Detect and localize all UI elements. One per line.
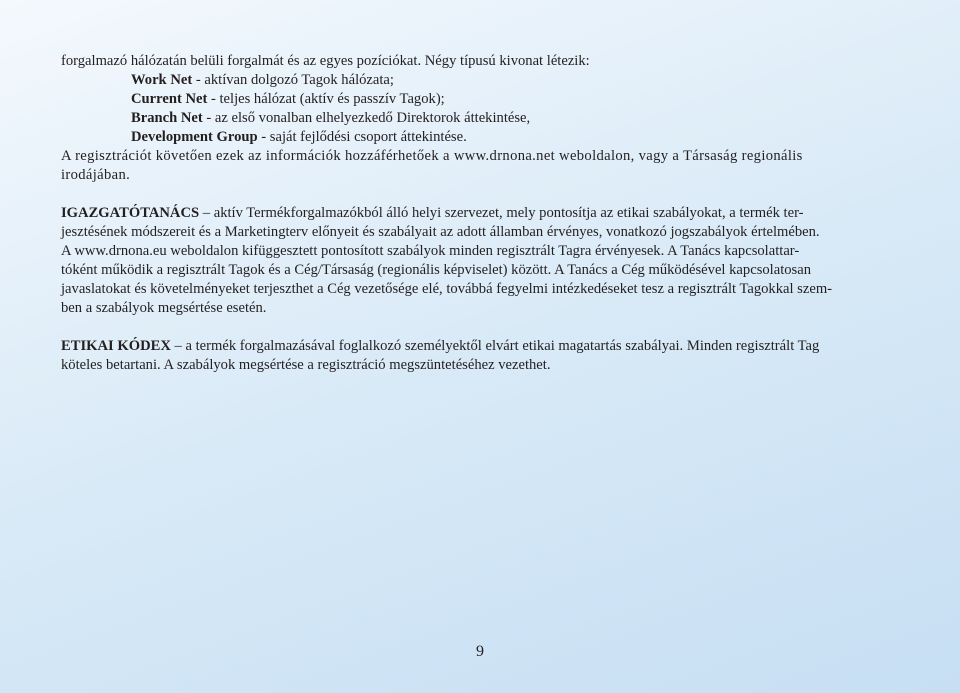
term: Work Net (131, 72, 193, 88)
term: Current Net (131, 91, 208, 107)
board-term: IGAZGATÓTANÁCS (61, 205, 200, 221)
paragraph-line: jesztésének módszereit és a Marketingterv előnyeit és szabályait az adott államban érvényes, vonatkozó jogszabályok értelmében. (61, 224, 820, 240)
ethics-term: ETIKAI KÓDEX (61, 338, 171, 354)
definition: - aktívan dolgozó Tagok hálózata; (192, 72, 394, 88)
definition: - saját fejlődési csoport áttekintése. (257, 129, 467, 145)
paragraph-line: tóként működik a regisztrált Tagok és a Cég/Társaság (regionális képviselet) között. A Tanács a Cég működésével kapcsolatosan (61, 262, 812, 278)
page-number: 9 (476, 643, 484, 660)
document-body (61, 52, 901, 375)
paragraph-text: – a termék forgalmazásával foglalkozó személyektől elvárt etikai magatartás szabályai. Minden regisztrált Tag (170, 338, 820, 354)
paragraph-line: köteles betartani. A szabályok megsértése a regisztráció megszüntetéséhez vezethet. (61, 357, 551, 373)
paragraph-line (61, 337, 901, 356)
report-item-development-group (61, 128, 901, 147)
definition: - teljes hálózat (aktív és passzív Tagok); (207, 91, 445, 107)
note-line: irodájában. (61, 167, 131, 183)
report-item-branch-net (61, 109, 901, 128)
report-item-current-net (61, 90, 901, 109)
term: Development Group (131, 129, 258, 145)
paragraph-line: A www.drnona.eu weboldalon kifüggesztett pontosított szabályok minden regisztrált Tagra érvényesek. A Tanács kapcsolattar- (61, 243, 800, 259)
ethics-paragraph (61, 337, 901, 375)
paragraph-text: – aktív Termékforgalmazókból álló helyi szervezet, mely pontosítja az etikai szabályokat, a termék ter- (199, 205, 804, 221)
report-item-work-net (61, 71, 901, 90)
note-line: A regisztrációt követően ezek az információk hozzáférhetőek a www.drnona.net weboldalon, vagy a Társaság regionális (61, 148, 803, 164)
paragraph-line: ben a szabályok megsértése esetén. (61, 300, 267, 316)
definition: - az első vonalban elhelyezkedő Direktorok áttekintése, (202, 110, 531, 126)
paragraph-line: javaslatokat és követelményeket terjeszthet a Cég vezetősége elé, továbbá fegyelmi intézkedéseket tesz a regisztrált Tagokkal szem- (61, 281, 833, 297)
intro-line: forgalmazó hálózatán belüli forgalmát és az egyes pozíciókat. Négy típusú kivonat létezik: (61, 53, 590, 69)
paragraph-line (61, 204, 901, 223)
board-paragraph (61, 204, 901, 318)
term: Branch Net (131, 110, 203, 126)
